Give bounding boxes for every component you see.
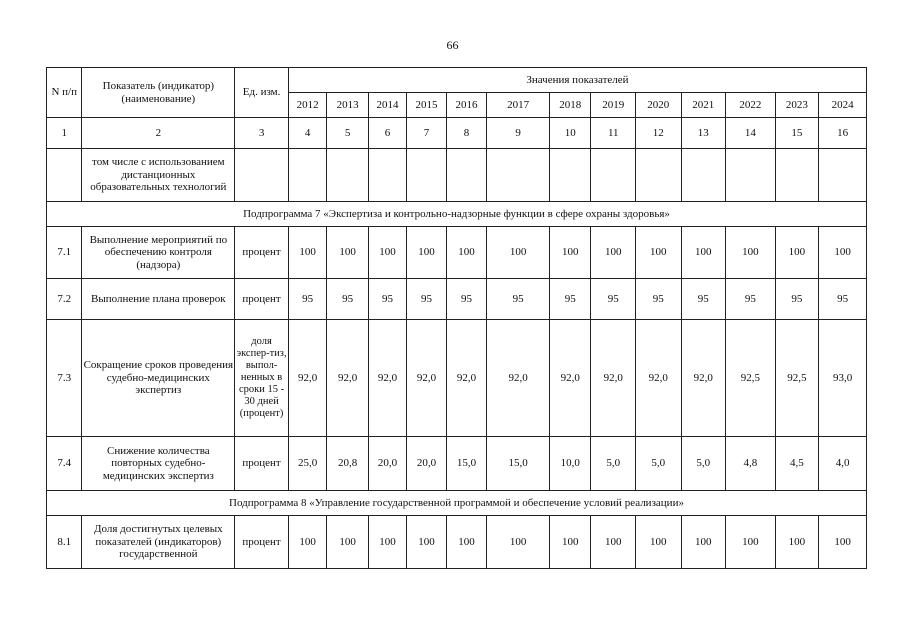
empty-cell — [235, 149, 289, 202]
year-cell: 2022 — [726, 93, 776, 118]
value-cell: 4,8 — [726, 437, 776, 491]
header-row — [47, 68, 867, 93]
value-cell: 95 — [407, 279, 446, 320]
value-cell: 100 — [288, 227, 326, 279]
empty-cell — [591, 149, 636, 202]
value-cell: 100 — [368, 516, 406, 569]
value-cell: 95 — [446, 279, 486, 320]
value-cell: 92,5 — [726, 320, 776, 437]
year-cell: 2021 — [681, 93, 726, 118]
year-cell: 2016 — [446, 93, 486, 118]
value-cell: 92,0 — [681, 320, 726, 437]
year-cell: 2019 — [591, 93, 636, 118]
value-cell: 100 — [636, 227, 682, 279]
value-cell: 15,0 — [446, 437, 486, 491]
year-cell: 2023 — [775, 93, 819, 118]
row-number: 7.1 — [47, 227, 82, 279]
table-row — [47, 279, 867, 320]
value-cell: 100 — [636, 516, 682, 569]
value-cell: 100 — [775, 516, 819, 569]
value-cell: 92,0 — [636, 320, 682, 437]
value-cell: 92,5 — [775, 320, 819, 437]
row-indicator: Доля достигнутых целевых показателей (индикаторов) государственной — [82, 516, 235, 569]
header-num: N п/п — [47, 68, 82, 118]
column-number-cell: 3 — [235, 118, 289, 149]
value-cell: 95 — [681, 279, 726, 320]
column-number-cell: 15 — [775, 118, 819, 149]
value-cell: 100 — [775, 227, 819, 279]
value-cell: 4,5 — [775, 437, 819, 491]
section-title: Подпрограмма 8 «Управление государственной программой и обеспечение условий реализации» — [47, 491, 867, 516]
empty-cell — [819, 149, 867, 202]
column-number-cell: 6 — [368, 118, 406, 149]
value-cell: 20,0 — [368, 437, 406, 491]
column-number-cell: 13 — [681, 118, 726, 149]
value-cell: 100 — [446, 516, 486, 569]
year-cell: 2024 — [819, 93, 867, 118]
value-cell: 100 — [819, 516, 867, 569]
table-row — [47, 320, 867, 437]
value-cell: 100 — [726, 516, 776, 569]
year-cell: 2020 — [636, 93, 682, 118]
table-row — [47, 227, 867, 279]
value-cell: 100 — [681, 516, 726, 569]
value-cell: 4,0 — [819, 437, 867, 491]
row-unit: процент — [235, 227, 289, 279]
year-cell: 2014 — [368, 93, 406, 118]
value-cell: 95 — [591, 279, 636, 320]
row-indicator: Сокращение сроков проведения судебно-медицинских экспертиз — [82, 320, 235, 437]
value-cell: 100 — [591, 516, 636, 569]
value-cell: 100 — [446, 227, 486, 279]
column-number-cell: 14 — [726, 118, 776, 149]
value-cell: 92,0 — [487, 320, 550, 437]
column-number-cell: 11 — [591, 118, 636, 149]
value-cell: 95 — [726, 279, 776, 320]
value-cell: 20,8 — [327, 437, 368, 491]
value-cell: 95 — [327, 279, 368, 320]
value-cell: 100 — [368, 227, 406, 279]
row-number: 7.2 — [47, 279, 82, 320]
value-cell: 100 — [681, 227, 726, 279]
empty-cell — [446, 149, 486, 202]
value-cell: 100 — [819, 227, 867, 279]
value-cell: 100 — [487, 227, 550, 279]
column-number-cell: 2 — [82, 118, 235, 149]
value-cell: 95 — [636, 279, 682, 320]
column-number-cell: 16 — [819, 118, 867, 149]
value-cell: 5,0 — [681, 437, 726, 491]
column-number-cell: 5 — [327, 118, 368, 149]
value-cell: 100 — [288, 516, 326, 569]
value-cell: 25,0 — [288, 437, 326, 491]
value-cell: 10,0 — [549, 437, 590, 491]
row-number: 8.1 — [47, 516, 82, 569]
value-cell: 92,0 — [446, 320, 486, 437]
value-cell: 92,0 — [368, 320, 406, 437]
value-cell: 5,0 — [591, 437, 636, 491]
continuation-row — [47, 149, 867, 202]
value-cell: 100 — [487, 516, 550, 569]
empty-cell — [726, 149, 776, 202]
header-unit: Ед. изм. — [235, 68, 289, 118]
value-cell: 92,0 — [591, 320, 636, 437]
value-cell: 100 — [407, 516, 446, 569]
value-cell: 93,0 — [819, 320, 867, 437]
empty-cell — [775, 149, 819, 202]
year-cell: 2015 — [407, 93, 446, 118]
row-unit: процент — [235, 437, 289, 491]
value-cell: 92,0 — [407, 320, 446, 437]
value-cell: 20,0 — [407, 437, 446, 491]
value-cell: 92,0 — [288, 320, 326, 437]
value-cell: 92,0 — [549, 320, 590, 437]
row-number: 7.3 — [47, 320, 82, 437]
empty-cell — [487, 149, 550, 202]
section-title: Подпрограмма 7 «Экспертиза и контрольно-надзорные функции в сфере охраны здоровья» — [47, 202, 867, 227]
empty-cell — [549, 149, 590, 202]
row-unit: процент — [235, 279, 289, 320]
header-values-title: Значения показателей — [288, 68, 866, 93]
table-row — [47, 437, 867, 491]
value-cell: 95 — [368, 279, 406, 320]
column-number-cell: 1 — [47, 118, 82, 149]
empty-cell — [636, 149, 682, 202]
indicators-table — [46, 67, 867, 569]
year-cell: 2012 — [288, 93, 326, 118]
row-indicator: Выполнение плана проверок — [82, 279, 235, 320]
page-number: 66 — [446, 38, 459, 52]
value-cell: 100 — [407, 227, 446, 279]
value-cell: 100 — [549, 227, 590, 279]
year-cell: 2013 — [327, 93, 368, 118]
value-cell: 100 — [327, 227, 368, 279]
row-indicator: Снижение количества повторных судебно-медицинских экспертиз — [82, 437, 235, 491]
row-number: 7.4 — [47, 437, 82, 491]
year-cell: 2017 — [487, 93, 550, 118]
value-cell: 95 — [775, 279, 819, 320]
row-unit: процент — [235, 516, 289, 569]
row-indicator: Выполнение мероприятий по обеспечению контроля (надзора) — [82, 227, 235, 279]
empty-cell — [368, 149, 406, 202]
value-cell: 15,0 — [487, 437, 550, 491]
year-cell: 2018 — [549, 93, 590, 118]
section-title-row — [47, 491, 867, 516]
column-number-cell: 7 — [407, 118, 446, 149]
column-number-row — [47, 118, 867, 149]
value-cell: 100 — [726, 227, 776, 279]
value-cell: 100 — [591, 227, 636, 279]
value-cell: 5,0 — [636, 437, 682, 491]
column-number-cell: 10 — [549, 118, 590, 149]
column-number-cell: 12 — [636, 118, 682, 149]
value-cell: 95 — [288, 279, 326, 320]
table-row — [47, 516, 867, 569]
row-unit: доля экспер-тиз, выпол-ненных в сроки 15 - 30 дней (процент) — [235, 320, 289, 437]
value-cell: 100 — [327, 516, 368, 569]
value-cell: 100 — [549, 516, 590, 569]
column-number-cell: 9 — [487, 118, 550, 149]
continuation-num-cell — [47, 149, 82, 202]
empty-cell — [327, 149, 368, 202]
value-cell: 95 — [819, 279, 867, 320]
value-cell: 95 — [549, 279, 590, 320]
continuation-indicator-cell: том числе с использованием дистанционных образовательных технологий — [82, 149, 235, 202]
column-number-cell: 8 — [446, 118, 486, 149]
column-number-cell: 4 — [288, 118, 326, 149]
empty-cell — [407, 149, 446, 202]
empty-cell — [681, 149, 726, 202]
value-cell: 95 — [487, 279, 550, 320]
empty-cell — [288, 149, 326, 202]
header-indicator: Показатель (индикатор) (наименование) — [82, 68, 235, 118]
section-title-row — [47, 202, 867, 227]
value-cell: 92,0 — [327, 320, 368, 437]
